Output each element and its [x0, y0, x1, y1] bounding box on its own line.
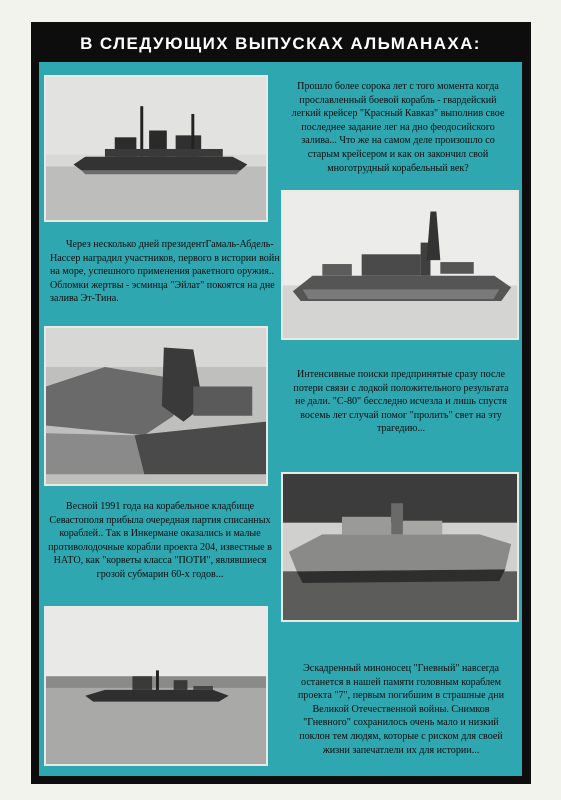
- ship-photo-icon: [46, 328, 266, 484]
- caption-poti: Весной 1991 года на корабельное кладбище Севастополя прибыла очередная партия списанных кораблей.. Так в Инкермане оказались и малые противолодочные корабли проекта 204, известные в НАТО, как "корветы класса "ПОТИ", являвшиеся грозой субмарин 60-х годов...: [48, 501, 272, 580]
- page-title: В СЛЕДУЮЩИХ ВЫПУСКАХ АЛЬМАНАХА:: [80, 34, 481, 53]
- photo-cruiser: [44, 75, 268, 222]
- ship-photo-icon: [283, 474, 517, 620]
- photo-destroyer: [44, 606, 268, 766]
- ship-photo-icon: [46, 77, 266, 220]
- caption-gnevny: Эскадренный миноносец "Гневный" навсегда останется в нашей памяти головным кораблем проекта "7", первым погибшим в страшные дни Великой Отечественной войны. Снимков "Гневного" сохранилось очень мало и низкий поклон тем людям, которые с риском для своей жизни запечатлели их для истории...: [297, 663, 505, 756]
- caption-eilat: Через несколько дней президентГамаль-Абдель-Нассер наградил участников, первого в истории войн на море, успешного применения ракетного оружия.. Обломки жертвы - эсминца "Эйлат" покоятся на дне залива Эт-Тина.: [50, 239, 280, 305]
- photo-wreck: [44, 326, 268, 486]
- photo-missile-boat: [281, 190, 519, 340]
- photo-corvettes: [281, 472, 519, 622]
- caption-s80: Интенсивные поиски предпринятые сразу после потери связи с лодкой положительного результата не дали. "С-80" бесследно исчезла и лишь спустя восемь лет случай помог "пролить" свет на эту трагедию...: [293, 369, 509, 435]
- caption-cruiser: Прошло более сорока лет с того момента когда прославленный боевой корабль - гвардейский легкий крейсер "Красный Кавказ" выполнив свое последнее задание лег на дно феодосийского залива... Что же на самом деле произошло со старым крейсером и как он закончил свой многотрудный корабельный век?: [291, 81, 505, 174]
- ship-photo-icon: [283, 192, 517, 338]
- ship-photo-icon: [46, 608, 266, 764]
